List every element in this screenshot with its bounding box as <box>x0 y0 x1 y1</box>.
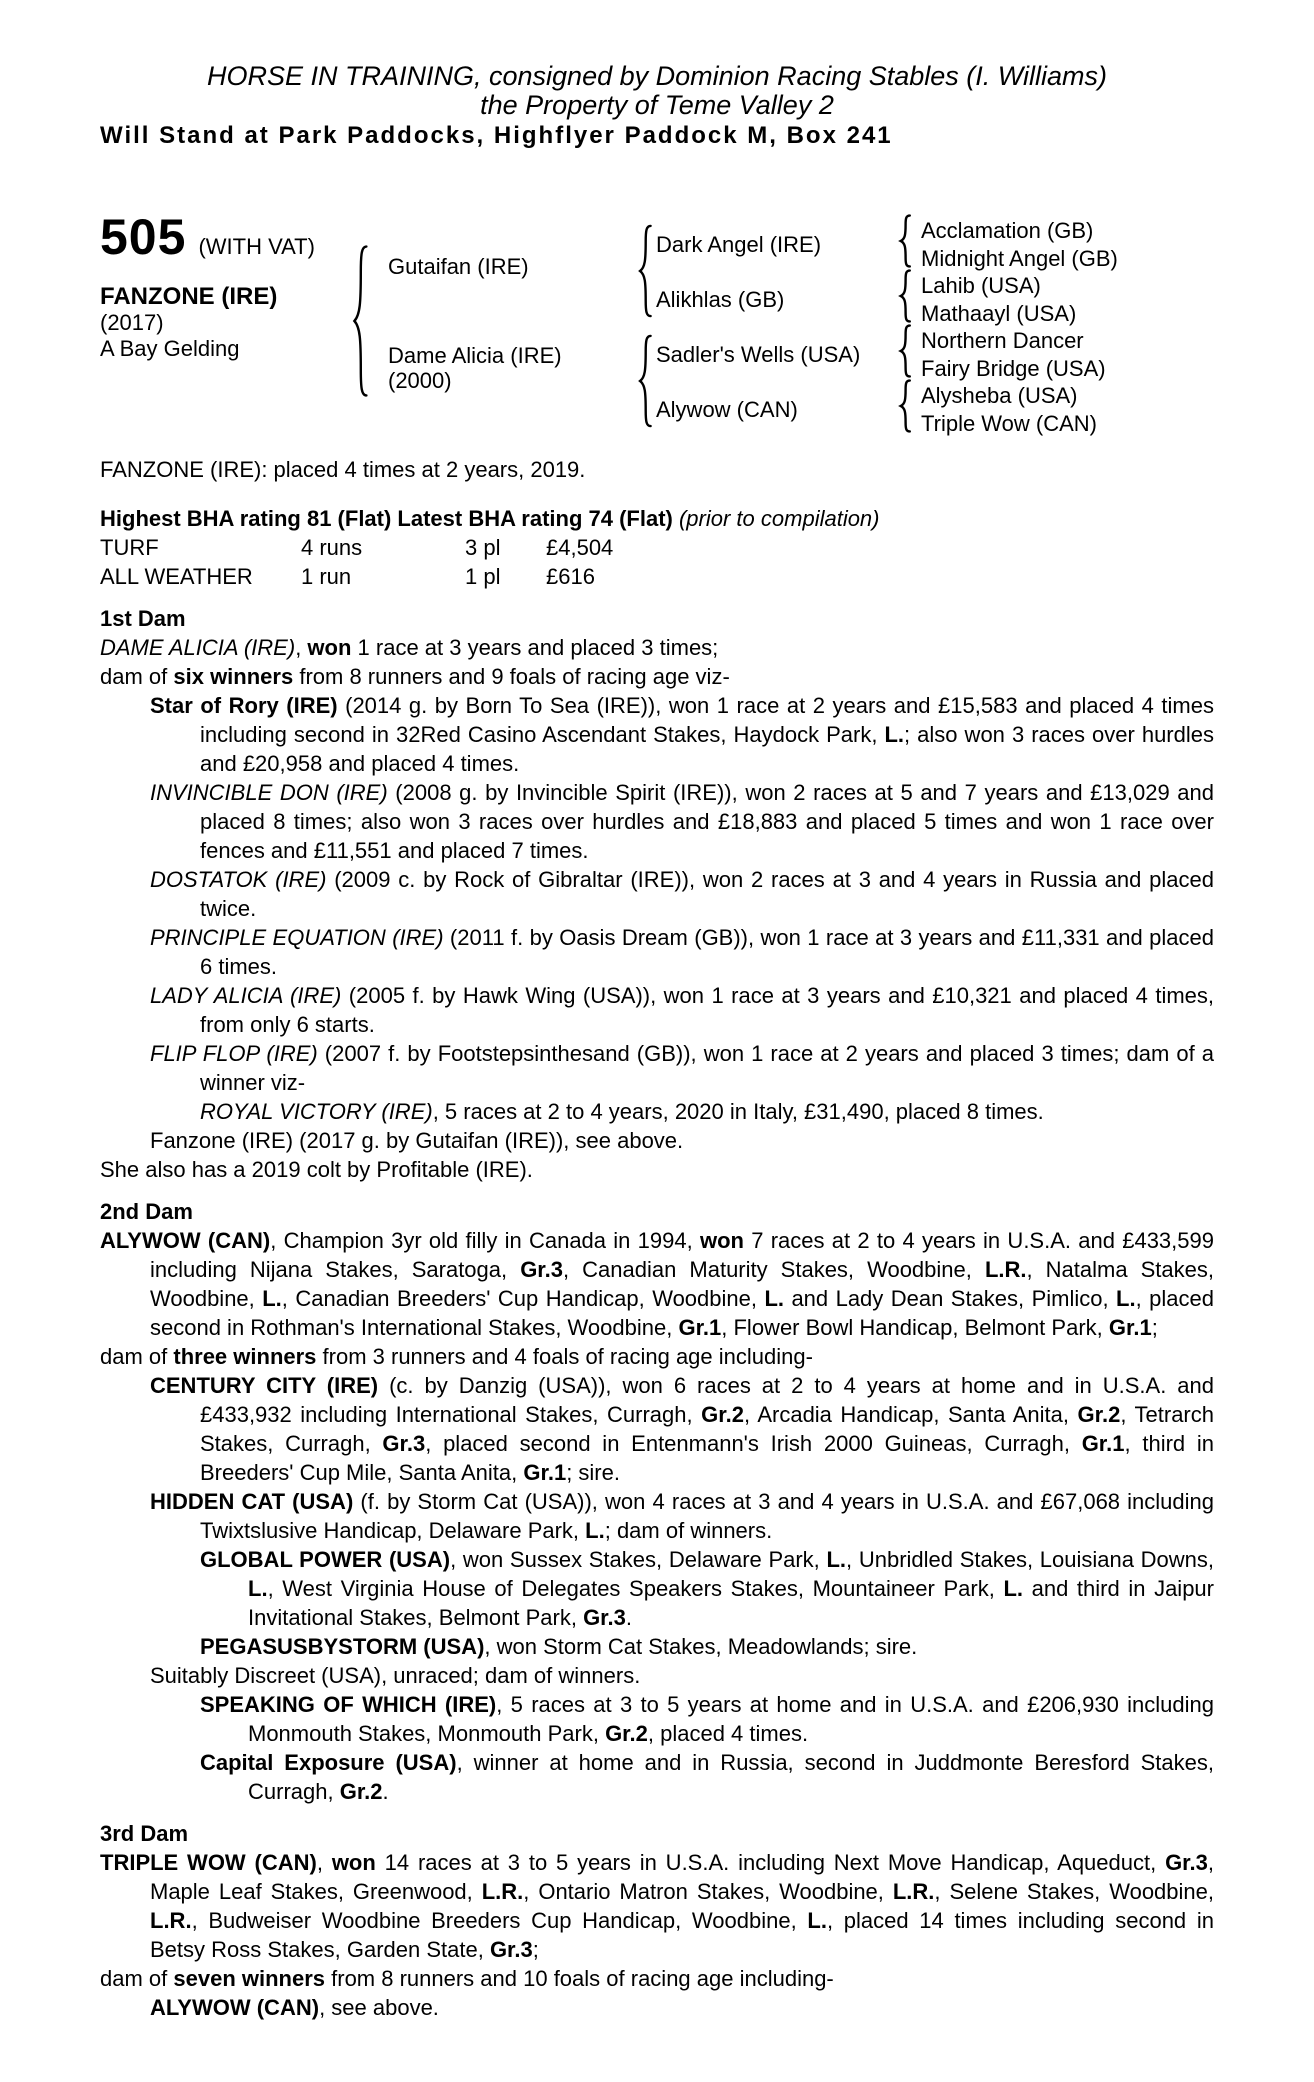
text-segment: ; <box>532 1937 539 1962</box>
catalog-paragraph <box>100 1342 1214 1371</box>
text-segment: , third in Breeders' Cup Mile, Santa Anita, <box>200 1431 1214 1485</box>
placings-value: 1 pl <box>465 564 501 589</box>
sire-name: Gutaifan (IRE) <box>388 254 529 279</box>
text-segment: ; <box>1151 1315 1158 1340</box>
race-record-table <box>100 533 1214 591</box>
catalog-paragraph <box>100 1661 1214 1690</box>
text-segment: dam of <box>100 1344 174 1369</box>
text-segment: , Champion 3yr old filly in Canada in 1994, <box>270 1228 700 1253</box>
gen3-name-7: Alysheba (USA) <box>921 383 1078 408</box>
text-segment: Gr.3 <box>489 1937 533 1962</box>
text-segment: , see above. <box>319 1995 439 2020</box>
text-segment: . <box>625 1605 632 1630</box>
catalog-paragraph <box>100 633 1214 662</box>
stand-location-line: Will Stand at Park Paddocks, Highflyer Paddock M, Box 241 <box>100 122 893 149</box>
text-segment: , Canadian Breeders' Cup Handicap, Woodbine, <box>281 1286 765 1311</box>
text-segment: L. <box>1003 1576 1023 1601</box>
catalog-paragraph <box>100 1690 1214 1748</box>
text-segment: dam of <box>100 664 174 689</box>
earnings-value: £4,504 <box>546 535 614 560</box>
text-segment: , winner at home and in Russia, second in Juddmonte Beresford Stakes, Curragh, <box>248 1750 1214 1804</box>
catalog-paragraph <box>100 1748 1214 1806</box>
catalog-paragraph <box>100 1039 1214 1097</box>
text-segment: , Canadian Maturity Stakes, Woodbine, <box>563 1257 985 1282</box>
text-segment: Star of Rory (IRE) <box>150 693 338 718</box>
lot-block <box>100 209 315 362</box>
text-segment: INVINCIBLE DON (IRE) <box>150 780 388 805</box>
text-segment: , <box>316 1850 332 1875</box>
text-segment: ; also won 3 races over hurdles and £20,958 and placed 4 times. <box>200 722 1214 776</box>
text-segment: , placed second in Entenmann's Irish 2000 Guineas, Curragh, <box>425 1431 1082 1456</box>
text-segment: L.R. <box>892 1879 935 1904</box>
text-segment: Suitably Discreet (USA), unraced; dam of winners. <box>150 1663 641 1688</box>
catalog-paragraph <box>100 1487 1214 1545</box>
text-segment: won <box>331 1850 376 1875</box>
runs-value: 4 runs <box>301 535 363 560</box>
catalog-paragraph <box>100 662 1214 691</box>
text-segment: ALYWOW (CAN) <box>100 1228 271 1253</box>
text-segment: , <box>295 635 308 660</box>
text-segment: and third in Jaipur Invitational Stakes, Belmont Park, <box>248 1576 1214 1630</box>
catalog-paragraph <box>100 1126 1214 1155</box>
text-segment: Gr.2 <box>701 1402 744 1427</box>
grandsire-name: Dark Angel (IRE) <box>656 232 822 257</box>
catalog-paragraph <box>100 923 1214 981</box>
pedigree-brace-gen1 <box>352 245 368 397</box>
text-segment: . <box>382 1779 389 1804</box>
text-segment: FLIP FLOP (IRE) <box>150 1041 318 1066</box>
text-segment: L. <box>262 1286 282 1311</box>
catalog-paragraph <box>100 1097 1214 1126</box>
text-segment: (2008 g. by Invincible Spirit (IRE)), won 2 races at 5 and 7 years and £13,029 and placed 8 times; also won 3 races over hurdles and £18,883 and placed 5 times and won 1 race over fences and £11,551 and placed 7 times. <box>200 780 1215 863</box>
gen3-name-3: Lahib (USA) <box>921 273 1041 298</box>
section-heading: 1st Dam <box>100 606 186 631</box>
text-segment: , 5 races at 2 to 4 years, 2020 in Italy, £31,490, placed 8 times. <box>432 1099 1044 1124</box>
gen3-name-2: Midnight Angel (GB) <box>921 246 1118 271</box>
horse-name: FANZONE (IRE) <box>100 283 278 310</box>
text-segment: L. <box>807 1908 827 1933</box>
text-segment: , placed second in Rothman's International Stakes, Woodbine, <box>150 1286 1214 1340</box>
text-segment: L. <box>884 722 905 747</box>
text-segment: from 8 runners and 9 foals of racing age viz- <box>293 664 730 689</box>
catalog-paragraph <box>100 1964 1214 1993</box>
text-segment: , Ontario Matron Stakes, Woodbine, <box>523 1879 893 1904</box>
catalog-paragraph <box>100 1632 1214 1661</box>
text-segment: , Unbridled Stakes, Louisiana Downs, <box>846 1547 1214 1572</box>
lot-number: 505 <box>100 209 187 265</box>
second-dam-name: Alywow (CAN) <box>656 397 798 422</box>
text-segment: won <box>699 1228 744 1253</box>
text-segment: PRINCIPLE EQUATION (IRE) <box>150 925 444 950</box>
catalog-paragraph <box>100 778 1214 865</box>
catalog-paragraph <box>100 1993 1214 2022</box>
text-segment: (c. by Danzig (USA)), won 6 races at 2 to 4 years at home and in U.S.A. and £433,932 including International Stakes, Curragh, <box>200 1373 1215 1427</box>
text-segment: ROYAL VICTORY (IRE) <box>200 1099 433 1124</box>
text-segment: six winners <box>173 664 294 689</box>
horse-description: A Bay Gelding <box>100 336 240 361</box>
catalog-paragraph <box>100 865 1214 923</box>
gen3-name-4: Mathaayl (USA) <box>921 301 1077 326</box>
text-segment: Gr.1 <box>1081 1431 1125 1456</box>
lot-vat-note: (WITH VAT) <box>198 234 315 259</box>
text-segment: Gr.3 <box>382 1431 426 1456</box>
catalog-paragraph <box>100 1545 1214 1632</box>
text-segment: She also has a 2019 colt by Profitable (IRE). <box>100 1157 533 1182</box>
text-segment: L.R. <box>481 1879 524 1904</box>
section-heading: 2nd Dam <box>100 1199 193 1224</box>
text-segment: , placed 4 times. <box>647 1721 809 1746</box>
text-segment: DAME ALICIA (IRE) <box>100 635 296 660</box>
dam-section <box>100 1819 1214 2022</box>
gen3-name-6: Fairy Bridge (USA) <box>921 356 1106 381</box>
pedigree-tree <box>100 209 1214 445</box>
consignor-line: HORSE IN TRAINING, consigned by Dominion Racing Stables (I. Williams) <box>206 61 1108 91</box>
dam-year: (2000) <box>388 368 452 393</box>
text-segment: seven winners <box>173 1966 326 1991</box>
text-segment: , placed 14 times including second in Betsy Ross Stakes, Garden State, <box>150 1908 1214 1962</box>
text-segment: (2007 f. by Footstepsinthesand (GB)), won 1 race at 2 years and placed 3 times; dam of a winner viz- <box>200 1041 1214 1095</box>
catalog-paragraph <box>100 1371 1214 1487</box>
pedigree-brace-dam <box>638 335 652 427</box>
catalog-paragraph <box>100 1226 1214 1342</box>
text-segment: ALYWOW (CAN) <box>150 1995 320 2020</box>
text-segment: three winners <box>173 1344 317 1369</box>
pedigree-brace-pair1 <box>899 215 911 267</box>
earnings-value: £616 <box>546 564 595 589</box>
text-segment: L. <box>826 1547 847 1572</box>
text-segment: L. <box>1116 1286 1136 1311</box>
text-segment: Gr.3 <box>583 1605 626 1630</box>
gen3-name-1: Acclamation (GB) <box>921 218 1094 243</box>
text-segment: , won Storm Cat Stakes, Meadowlands; sire. <box>484 1634 918 1659</box>
text-segment: GLOBAL POWER (USA) <box>200 1547 451 1572</box>
text-segment: L. <box>585 1518 605 1543</box>
pedigree-brace-pair3 <box>899 325 911 377</box>
dam-name: Dame Alicia (IRE) <box>388 343 562 368</box>
pedigree-brace-pair4 <box>899 380 911 432</box>
bha-rating-line <box>100 504 1214 533</box>
bha-rating-note: (prior to compilation) <box>678 506 880 531</box>
text-segment: Gr.1 <box>523 1460 567 1485</box>
text-segment: Gr.3 <box>520 1257 563 1282</box>
text-segment: (f. by Storm Cat (USA)), won 4 races at 3 and 4 years in U.S.A. and £67,068 including Twixtslusive Handicap, Delaware Park, <box>200 1489 1214 1543</box>
text-segment: , Natalma Stakes, Woodbine, <box>150 1257 1214 1311</box>
catalog-paragraph <box>100 691 1214 778</box>
text-segment: Gr.3 <box>1165 1850 1208 1875</box>
race-record-row-allweather <box>100 562 1214 591</box>
text-segment: L. <box>764 1286 784 1311</box>
text-segment: Gr.1 <box>1108 1315 1152 1340</box>
gen3-name-8: Triple Wow (CAN) <box>921 411 1098 436</box>
catalog-paragraph <box>100 1848 1214 1964</box>
text-segment: from 8 runners and 10 foals of racing age including- <box>325 1966 834 1991</box>
text-segment: ; dam of winners. <box>604 1518 773 1543</box>
text-segment: , Budweiser Woodbine Breeders Cup Handicap, Woodbine, <box>191 1908 808 1933</box>
text-segment: , Arcadia Handicap, Santa Anita, <box>743 1402 1078 1427</box>
text-segment: PEGASUSBYSTORM (USA) <box>200 1634 485 1659</box>
damsire-name: Sadler's Wells (USA) <box>656 342 861 367</box>
text-segment: 1 race at 3 years and placed 3 times; <box>351 635 719 660</box>
text-segment: , Tetrarch Stakes, Curragh, <box>200 1402 1214 1456</box>
text-segment: (2011 f. by Oasis Dream (GB)), won 1 race at 3 years and £11,331 and placed 6 times. <box>200 925 1214 979</box>
text-segment: won <box>307 635 352 660</box>
text-segment: Capital Exposure (USA) <box>200 1750 457 1775</box>
text-segment: from 3 runners and 4 foals of racing age including- <box>316 1344 813 1369</box>
surface-label: ALL WEATHER <box>100 564 253 589</box>
text-segment: SPEAKING OF WHICH (IRE) <box>200 1692 497 1717</box>
text-segment: L. <box>248 1576 268 1601</box>
race-record-row-turf <box>100 533 1214 562</box>
gen3-name-5: Northern Dancer <box>921 328 1084 353</box>
dam-section <box>100 604 1214 1184</box>
text-segment: ; sire. <box>566 1460 620 1485</box>
text-segment: Gr.2 <box>339 1779 383 1804</box>
text-segment: Gr.1 <box>678 1315 722 1340</box>
text-segment: Fanzone (IRE) (2017 g. by Gutaifan (IRE)), see above. <box>150 1128 684 1153</box>
text-segment: TRIPLE WOW (CAN) <box>100 1850 317 1875</box>
text-segment: and Lady Dean Stakes, Pimlico, <box>784 1286 1117 1311</box>
bha-rating-values: Highest BHA rating 81 (Flat) Latest BHA rating 74 (Flat) <box>100 506 679 531</box>
text-segment: , won Sussex Stakes, Delaware Park, <box>450 1547 827 1572</box>
text-segment: DOSTATOK (IRE) <box>150 867 327 892</box>
text-segment: , Flower Bowl Handicap, Belmont Park, <box>721 1315 1109 1340</box>
surface-label: TURF <box>100 535 159 560</box>
pedigree-brace-pair2 <box>899 270 911 322</box>
text-segment: , Maple Leaf Stakes, Greenwood, <box>150 1850 1214 1904</box>
text-segment: dam of <box>100 1966 174 1991</box>
text-segment: , 5 races at 3 to 5 years at home and in U.S.A. and £206,930 including Monmouth Stakes, Monmouth Park, <box>248 1692 1214 1746</box>
dam-sections <box>100 604 1214 2022</box>
text-segment: (2014 g. by Born To Sea (IRE)), won 1 race at 2 years and £15,583 and placed 4 times including second in 32Red Casino Ascendant Stakes, Haydock Park, <box>200 693 1214 747</box>
section-heading: 3rd Dam <box>100 1821 189 1846</box>
text-segment: (2009 c. by Rock of Gibraltar (IRE)), won 2 races at 3 and 4 years in Russia and placed twice. <box>200 867 1214 921</box>
text-segment: 7 races at 2 to 4 years in U.S.A. and £433,599 including Nijana Stakes, Saratoga, <box>150 1228 1214 1282</box>
race-record-summary: FANZONE (IRE): placed 4 times at 2 years, 2019. <box>100 457 586 482</box>
text-segment: 14 races at 3 to 5 years in U.S.A. including Next Move Handicap, Aqueduct, <box>375 1850 1166 1875</box>
text-segment: L.R. <box>984 1257 1027 1282</box>
text-segment: (2005 f. by Hawk Wing (USA)), won 1 race at 3 years and £10,321 and placed 4 times, from only 6 starts. <box>200 983 1215 1037</box>
text-segment: LADY ALICIA (IRE) <box>150 983 342 1008</box>
text-segment: HIDDEN CAT (USA) <box>150 1489 354 1514</box>
dam-name-block <box>388 343 562 393</box>
text-segment: CENTURY CITY (IRE) <box>150 1373 379 1398</box>
text-segment: , Selene Stakes, Woodbine, <box>934 1879 1214 1904</box>
text-segment: Gr.2 <box>605 1721 648 1746</box>
text-segment: , West Virginia House of Delegates Speakers Stakes, Mountaineer Park, <box>267 1576 1004 1601</box>
text-segment: Gr.2 <box>1077 1402 1121 1427</box>
placings-value: 3 pl <box>465 535 501 560</box>
text-segment: L.R. <box>150 1908 192 1933</box>
dam-section <box>100 1197 1214 1806</box>
catalog-paragraph <box>100 981 1214 1039</box>
horse-foaling-year: (2017) <box>100 310 164 335</box>
pedigree-brace-sire <box>638 225 652 317</box>
runs-value: 1 run <box>301 564 352 589</box>
granddam-name: Alikhlas (GB) <box>656 287 785 312</box>
catalog-paragraph <box>100 1155 1214 1184</box>
property-line: the Property of Teme Valley 2 <box>480 90 834 120</box>
